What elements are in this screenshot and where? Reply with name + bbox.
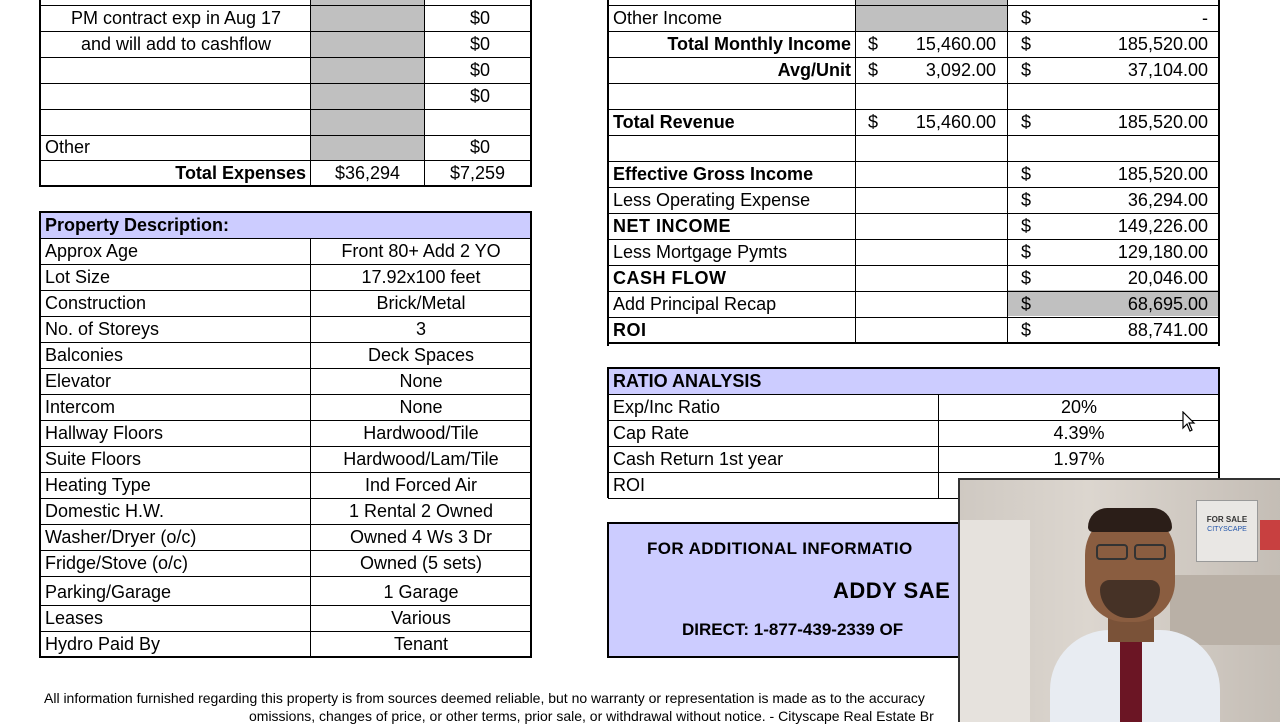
property-value: Deck Spaces — [367, 345, 475, 365]
income-label: NET INCOME — [613, 216, 732, 236]
annual-currency: $ — [1021, 8, 1032, 28]
property-value: Tenant — [393, 634, 449, 654]
ratio-label: Cap Rate — [613, 423, 690, 443]
property-label: Lot Size — [45, 267, 111, 287]
property-value: None — [399, 371, 443, 391]
property-label: Heating Type — [45, 475, 151, 495]
property-value: Various — [391, 608, 451, 628]
property-value: Brick/Metal — [376, 293, 466, 313]
annual-value: 149,226.00 — [1117, 216, 1208, 236]
total-expenses-unit: $7,259 — [449, 163, 506, 183]
property-label: No. of Storeys — [45, 319, 160, 339]
annual-value: - — [1202, 8, 1208, 28]
annual-currency: $ — [1021, 216, 1032, 236]
monthly-value: 15,460.00 — [915, 112, 996, 132]
property-value: Hardwood/Lam/Tile — [343, 449, 499, 469]
property-value: None — [399, 397, 443, 417]
annual-value: 185,520.00 — [1117, 34, 1208, 54]
annual-currency: $ — [1021, 190, 1032, 210]
expense-amount: $0 — [469, 34, 490, 54]
monthly-value: 3,092.00 — [925, 60, 996, 80]
ratio-label: Cash Return 1st year — [613, 449, 784, 469]
property-label: Leases — [45, 608, 104, 628]
disclaimer-line-1: All information furnished regarding this property is from sources deemed reliable, but no warranty or representation is made as to the accuracy — [44, 690, 925, 706]
property-label: Elevator — [45, 371, 112, 391]
webcam-overlay — [958, 478, 1280, 722]
property-value: Owned 4 Ws 3 Dr — [349, 527, 493, 547]
property-label: Suite Floors — [45, 449, 142, 469]
income-label: Total Revenue — [613, 112, 735, 132]
annual-currency: $ — [1021, 60, 1032, 80]
property-label: Construction — [45, 293, 147, 313]
expense-amount: $0 — [469, 60, 490, 80]
annual-value: 20,046.00 — [1127, 268, 1208, 288]
expense-label: Other — [45, 137, 91, 157]
annual-currency: $ — [1021, 242, 1032, 262]
expense-amount: $0 — [469, 137, 490, 157]
ratio-label: ROI — [613, 475, 646, 495]
annual-currency: $ — [1021, 164, 1032, 184]
income-label: Less Mortgage Pymts — [613, 242, 788, 262]
expense-label: and will add to cashflow — [80, 34, 272, 54]
annual-currency: $ — [1021, 34, 1032, 54]
annual-currency: $ — [1021, 112, 1032, 132]
annual-currency: $ — [1021, 320, 1032, 340]
property-value: 1 Rental 2 Owned — [348, 501, 494, 521]
disclaimer-line-2: omissions, changes of price, or other terms, prior sale, or withdrawal without notice. - Cityscape Real Estate Br — [249, 708, 934, 724]
annual-value: 36,294.00 — [1127, 190, 1208, 210]
property-value: Front 80+ Add 2 YO — [341, 241, 501, 261]
total-expenses-label: Total Expenses — [175, 163, 306, 183]
monthly-currency: $ — [868, 112, 879, 132]
income-label: ROI — [613, 320, 647, 340]
ratio-value: 20% — [1060, 397, 1098, 417]
expense-amount: $0 — [469, 8, 490, 28]
income-label: Total Monthly Income — [667, 34, 851, 54]
for-sale-sign: FOR SALE CITYSCAPE — [1196, 500, 1258, 562]
annual-value: 185,520.00 — [1117, 112, 1208, 132]
property-value: Ind Forced Air — [364, 475, 478, 495]
contact-phone: DIRECT: 1-877-439-2339 OF — [682, 620, 904, 639]
income-label: Add Principal Recap — [613, 294, 777, 314]
property-label: Washer/Dryer (o/c) — [45, 527, 197, 547]
annual-value: 185,520.00 — [1117, 164, 1208, 184]
expense-amount: $0 — [469, 86, 490, 106]
income-label: CASH FLOW — [613, 268, 727, 288]
property-value: Hardwood/Tile — [363, 423, 479, 443]
expense-label: PM contract exp in Aug 17 — [70, 8, 282, 28]
property-label: Domestic H.W. — [45, 501, 165, 521]
annual-currency: $ — [1021, 294, 1032, 314]
property-value: 3 — [415, 319, 426, 339]
ratio-label: Exp/Inc Ratio — [613, 397, 721, 417]
property-label: Fridge/Stove (o/c) — [45, 553, 189, 573]
annual-value: 88,741.00 — [1127, 320, 1208, 340]
annual-value: 68,695.00 — [1127, 294, 1208, 314]
income-label: Avg/Unit — [777, 60, 851, 80]
income-label: Less Operating Expense — [613, 190, 811, 210]
property-label: Intercom — [45, 397, 116, 417]
income-label: Other Income — [613, 8, 723, 28]
monthly-value: 15,460.00 — [915, 34, 996, 54]
income-label: Effective Gross Income — [613, 164, 814, 184]
annual-value: 37,104.00 — [1127, 60, 1208, 80]
property-label: Approx Age — [45, 241, 139, 261]
ratio-header: RATIO ANALYSIS — [613, 371, 762, 391]
property-value: Owned (5 sets) — [359, 553, 483, 573]
property-value: 1 Garage — [383, 582, 459, 602]
monthly-currency: $ — [868, 60, 879, 80]
annual-currency: $ — [1021, 268, 1032, 288]
property-value: 17.92x100 feet — [361, 267, 481, 287]
contact-name: ADDY SAE — [833, 578, 951, 603]
contact-info-heading: FOR ADDITIONAL INFORMATIO — [647, 539, 913, 558]
total-expenses-annual: $36,294 — [334, 163, 401, 183]
property-header: Property Description: — [45, 215, 230, 235]
ratio-value: 1.97% — [1053, 449, 1105, 469]
monthly-currency: $ — [868, 34, 879, 54]
property-label: Hallway Floors — [45, 423, 164, 443]
property-label: Hydro Paid By — [45, 634, 161, 654]
property-label: Parking/Garage — [45, 582, 172, 602]
annual-value: 129,180.00 — [1117, 242, 1208, 262]
mouse-cursor-icon — [1182, 411, 1196, 433]
ratio-value: 4.39% — [1053, 423, 1105, 443]
property-label: Balconies — [45, 345, 124, 365]
